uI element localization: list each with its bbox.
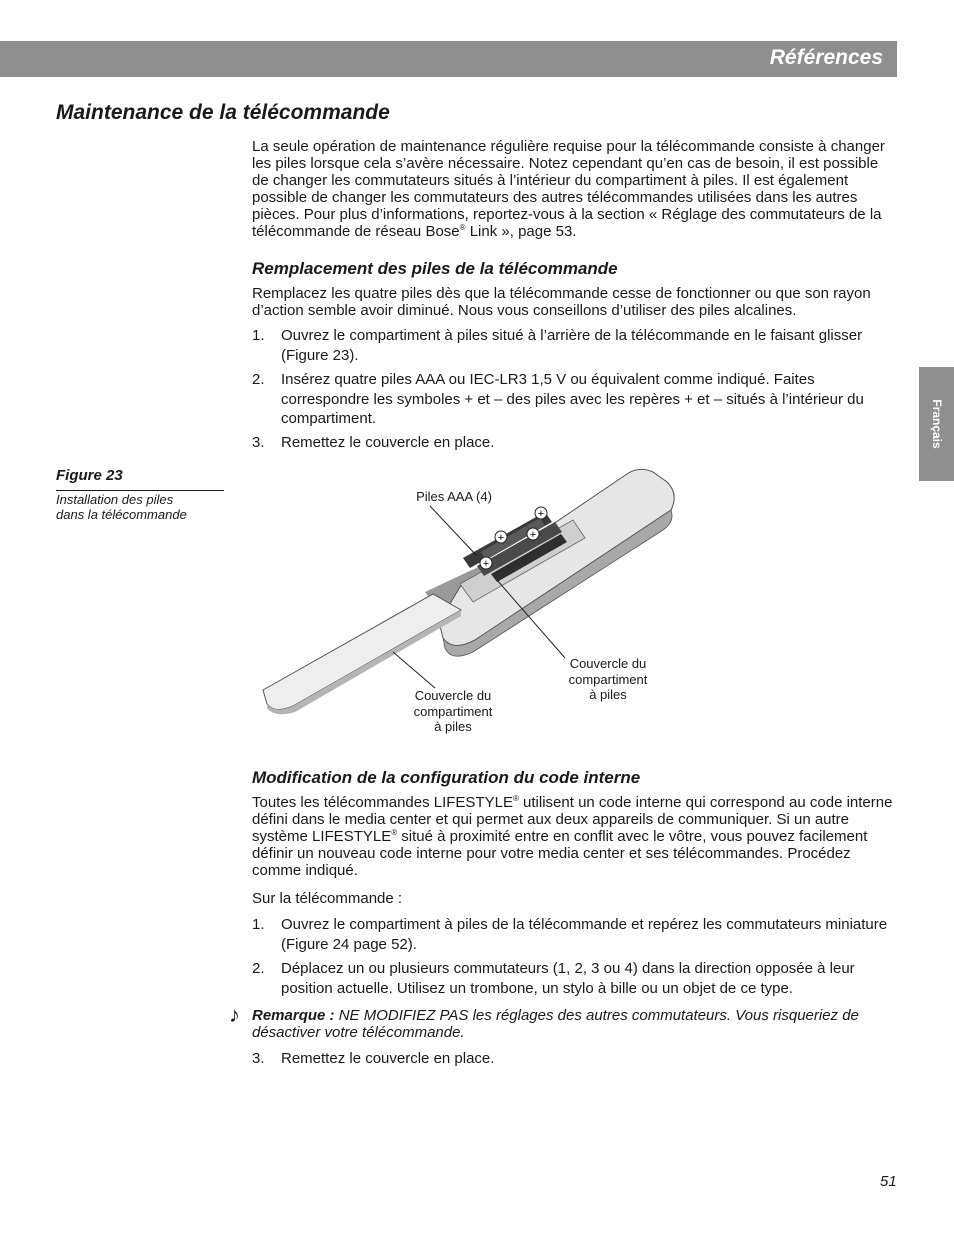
step-text: Remettez le couvercle en place. <box>281 434 495 451</box>
section2-step-2 <box>252 959 897 998</box>
plus-sign: + <box>529 529 537 541</box>
callout-batteries <box>404 489 504 505</box>
section2-paragraph-2 <box>252 890 897 907</box>
header-title: Références <box>769 46 883 69</box>
figure-caption-line2: dans la télécommande <box>56 506 187 522</box>
callout-cover-right <box>552 656 664 703</box>
note-label: Remarque : <box>252 1007 335 1024</box>
step-text: Insérez quatre piles AAA ou IEC-LR3 1,5 V ou équivalent comme indiqué. Faites correspondre les symboles + et – des piles avec les repères + et – situés à l’intérieur du compartiment. <box>281 371 864 427</box>
section1-paragraph <box>252 285 897 319</box>
page-title: Maintenance de la télécommande <box>56 101 390 124</box>
section2-heading: Modification de la configuration du code interne <box>252 768 641 787</box>
figure-label: Figure 23 <box>56 467 123 484</box>
step-text: Déplacez un ou plusieurs commutateurs (1, 2, 3 ou 4) dans la direction opposée à leur position actuelle. Utilisez un trombone, un stylo à bille ou un objet de ce type. <box>281 960 855 997</box>
step-number: 2. <box>252 371 265 388</box>
leader-line-cover-left <box>393 652 435 688</box>
plus-sign: + <box>537 508 545 520</box>
page-number: 51 <box>880 1173 897 1190</box>
intro-text-b: Link », page 53. <box>465 223 577 240</box>
step-text: Remettez le couvercle en place. <box>281 1050 495 1067</box>
intro-text-a: La seule opération de maintenance régulière requise pour la télécommande consiste à changer les piles lorsque cela s’avère nécessaire. Notez cependant qu’en cas de besoin, il est possible de changer les commutateurs situés à l’intérieur du compartiment à piles. Il est également possible de changer les commutateurs des autres télécommandes utilisées dans les autres pièces. Pour plus d’informations, reportez-vous à la section « Réglage des commutateurs de la télécommande de réseau Bose <box>252 138 885 240</box>
reg-mark: ® <box>391 828 398 837</box>
callout-cover-right-line3: à piles <box>589 687 627 702</box>
section1-step-3 <box>252 433 897 453</box>
section2-p1-b: utilisent un code interne qui correspond au code interne défini dans le media center et qui permet aux deux appareils de communiquer. Si un autre système LIFESTYLE <box>252 794 893 845</box>
language-tab-label: Français <box>929 399 944 449</box>
section2-p2-text: Sur la télécommande : <box>252 890 403 907</box>
header-bar <box>0 41 897 77</box>
intro-reg-mark: ® <box>459 223 466 232</box>
step-number: 3. <box>252 1050 265 1067</box>
section2-p1-c: situé à proximité entre en conflit avec le vôtre, vous pouvez facilement définir un nouveau code interne pour votre media center et ses télécommandes. Procédez comme indiqué. <box>252 828 868 879</box>
plus-sign: + <box>497 532 505 544</box>
note <box>252 1007 897 1041</box>
leader-line-batteries <box>430 506 477 556</box>
callout-cover-right-line2: compartiment <box>568 671 648 687</box>
callout-cover-left-line2: compartiment <box>413 703 493 719</box>
section2-p1-a: Toutes les télécommandes LIFESTYLE <box>252 794 513 811</box>
intro-paragraph <box>252 138 897 240</box>
note-text: NE MODIFIEZ PAS les réglages des autres commutateurs. Vous risqueriez de désactiver votre télécommande. <box>252 1007 859 1041</box>
callout-cover-left <box>397 688 509 735</box>
section2-paragraph-1 <box>252 794 897 879</box>
reg-mark: ® <box>512 794 519 803</box>
step-number: 3. <box>252 434 265 451</box>
step-number: 1. <box>252 327 265 344</box>
callout-batteries-text: Piles AAA (4) <box>416 489 492 504</box>
section1-paragraph-text: Remplacez les quatre piles dès que la télécommande cesse de fonctionner ou que son rayon d’action semble avoir diminué. Nous vous conseillons d’utiliser des piles alcalines. <box>252 285 871 319</box>
step-text: Ouvrez le compartiment à piles situé à l’arrière de la télécommande en le faisant glisser (Figure 23). <box>281 327 863 364</box>
figure-caption-line1: Installation des piles <box>56 492 174 507</box>
step-number: 1. <box>252 916 265 933</box>
step-text: Ouvrez le compartiment à piles de la télécommande et repérez les commutateurs miniature (Figure 24 page 52). <box>281 916 888 953</box>
step-number: 2. <box>252 960 265 977</box>
section1-step-1 <box>252 326 897 365</box>
callout-cover-left-line1: Couvercle du <box>414 688 492 703</box>
figure-rule <box>56 490 224 491</box>
note-icon: ♪ <box>229 1002 240 1027</box>
figure-caption <box>56 493 226 522</box>
section2-step-3 <box>252 1049 897 1069</box>
section1-heading: Remplacement des piles de la télécommande <box>252 259 618 278</box>
language-tab <box>919 367 954 481</box>
callout-cover-right-line1: Couvercle du <box>569 656 647 671</box>
callout-cover-left-line3: à piles <box>434 719 472 734</box>
section1-step-2 <box>252 370 897 429</box>
plus-sign: + <box>482 558 490 570</box>
section2-step-1 <box>252 915 897 954</box>
